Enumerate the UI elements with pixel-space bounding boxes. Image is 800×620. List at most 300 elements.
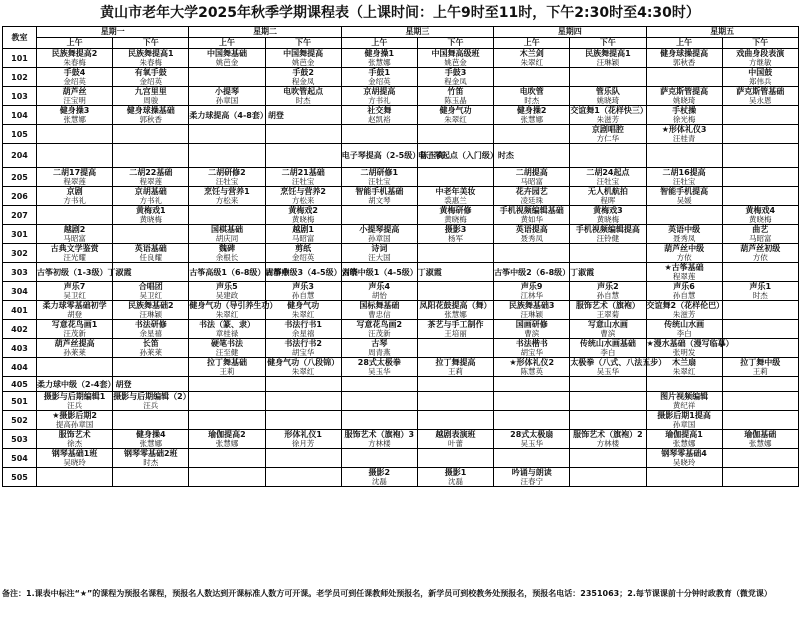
room-number: 404 [3,358,37,377]
course-name: 交谊舞1（花样快三） [570,106,648,115]
course-cell [722,301,798,320]
course-cell [722,206,798,225]
pm-header: 下午 [722,38,798,49]
teacher-name: 曹忠信 [368,310,391,319]
course-cell [722,187,798,206]
course-name: 古筝初级（1-3级）丁淑霞 [37,267,132,277]
course-cell [265,468,341,487]
teacher-name: 郭秋香 [139,115,163,124]
course-name: 写意花鸟画2 [356,320,403,329]
table-row [3,411,799,430]
course-cell [189,106,284,125]
course-cell [417,68,493,87]
course-cell [417,187,493,206]
course-cell [189,282,265,301]
course-name: 书法行书1 [284,320,322,329]
course-cell [265,68,341,87]
course-cell [113,206,189,225]
course-cell [37,430,113,449]
course-name: 声乐4 [368,282,391,291]
am-header: 上午 [37,38,113,49]
course-cell [570,339,646,358]
teacher-name: 汪兵 [143,401,159,410]
pm-header: 下午 [113,38,189,49]
course-cell [646,106,722,125]
course-cell [722,468,798,487]
teacher-name: 方林楼 [596,439,620,448]
course-name: 黄梅戏4 [745,206,776,215]
course-cell [570,411,646,430]
teacher-name: 黄晓梅 [139,215,163,224]
course-name: 钢琴零基础2班 [123,449,178,458]
day-header-thu: 星期四 [494,27,646,38]
course-name: 二胡16提高 [662,168,706,177]
course-cell [417,49,493,68]
teacher-name: 余星禧 [139,329,163,338]
course-name: 电吹管 [519,87,544,96]
course-cell [494,49,570,68]
course-cell [494,411,570,430]
teacher-name: 汪兵 [67,401,83,410]
course-cell [37,168,113,187]
table-row [3,106,799,125]
room-number: 304 [3,282,37,301]
course-cell [341,411,417,430]
teacher-name: 时杰 [524,96,540,105]
course-name: 黄梅戏3 [593,206,623,215]
course-name: 智能手机基础 [355,187,404,196]
course-cell [113,68,189,87]
table-row [3,168,799,187]
course-cell [417,430,493,449]
course-name: 传统山水画 [664,320,705,329]
pm-header: 下午 [265,38,341,49]
course-cell [570,468,646,487]
teacher-name: 吴卫红 [63,291,86,300]
course-name: 黄梅戏2 [288,206,318,215]
course-name: 合唱团 [138,282,163,291]
teacher-name: 徐月芳 [291,439,315,448]
teacher-name: 汪牡宝 [672,177,696,186]
teacher-name: 王翠菊 [596,310,620,319]
teacher-name: 张明发 [672,348,696,357]
course-cell [417,282,493,301]
course-name: 健身气功（导引养生功） [189,301,278,310]
course-cell [113,168,189,187]
course-name: 电吹管起点 [283,87,324,96]
table-row [3,468,799,487]
course-cell [570,144,646,168]
course-cell [494,282,570,301]
teacher-name: 孙莱莱 [63,348,86,357]
course-name: 瑜伽提高1 [665,430,703,439]
course-cell [265,244,341,263]
footer-note: 备注：1.课表中标注“★”的课程为预报名课程，预报名人数达到开课标准人数方可开课。老学员可到任课教师处预报名，新学员可到校教务处预报名，预报名电话：2351063；2.每节课课前十分钟时政教育（微党课） [2,589,772,598]
course-cell [494,320,570,339]
course-name: 长笛 [142,339,159,348]
course-cell [417,244,493,263]
course-name: 传统山水画基础 [579,339,636,348]
table-row [3,125,799,144]
course-cell [494,430,570,449]
room-number: 102 [3,68,37,87]
course-name: 服饰艺术（旗袍）2 [573,430,643,439]
course-name: 瑜伽基础 [744,430,777,439]
course-name: 英语提高 [515,225,548,234]
teacher-name: 赵凯裕 [368,115,391,124]
course-cell [189,358,265,377]
course-cell [265,187,341,206]
course-cell [37,244,113,263]
course-cell [265,263,358,282]
teacher-name: 裘惠兰 [444,196,467,205]
course-name: 越剧1 [292,225,314,234]
course-name: 凤阳花鼓提高（舞） [419,301,492,310]
session-header-row [3,38,799,49]
course-name: 戏曲身段表演 [736,49,785,58]
course-cell [494,449,570,468]
course-name: 魏碑 [218,244,235,253]
course-name: 健身气功（八段锦） [267,358,340,367]
course-cell [189,168,265,187]
teacher-name: 朱翠红 [444,115,467,124]
course-cell [417,377,493,392]
teacher-name: 吴玉华 [596,367,620,376]
teacher-name: 张慧娜 [749,439,772,448]
course-name: 二胡21基础 [281,168,325,177]
course-name: 二胡提高 [515,168,548,177]
course-cell [417,125,493,144]
table-row [3,68,799,87]
course-cell [646,339,734,358]
teacher-name: 曹滨 [600,329,616,338]
course-cell [722,106,798,125]
course-cell [570,187,646,206]
teacher-name: 聂秀凤 [520,234,543,243]
course-cell [189,468,265,487]
teacher-name: 汪牡宝 [368,177,391,186]
table-row [3,87,799,106]
course-name: 中国舞提高 [283,49,324,58]
course-cell [189,244,265,263]
course-cell [570,282,646,301]
course-name: 剪纸 [295,244,312,253]
page-title: 黄山市老年大学2025年秋季学期课程表（上课时间：上午9时至11时，下午2:30时至4:30时） [100,5,700,21]
teacher-name: 王莉 [752,367,768,376]
course-cell [341,282,417,301]
course-cell [570,301,646,320]
course-cell [646,68,722,87]
course-name: 写意花鸟画1 [51,320,98,329]
day-header-tue: 星期二 [189,27,341,38]
room-number: 402 [3,320,37,339]
teacher-name: 汪大国 [368,253,391,262]
course-name: 小提琴提高 [359,225,400,234]
teacher-name: 汪琳颖 [596,58,620,67]
course-name: ★摄影后期2 [52,411,97,420]
course-cell [341,392,417,411]
course-name: 书法楷书 [515,339,548,348]
course-cell [494,358,570,377]
teacher-name: 王莉 [219,367,235,376]
course-name: 健身操1 [364,49,395,58]
course-name: 京胡提高 [363,87,396,96]
room-number: 405 [3,377,37,392]
course-name: 手鼓4 [63,68,86,77]
schedule-table [2,26,799,487]
course-cell [570,125,646,144]
course-cell [341,430,417,449]
course-name: 吟诵与朗读 [511,468,552,477]
course-name: 手鼓1 [368,68,391,77]
course-cell [113,125,189,144]
course-cell [646,301,725,320]
course-cell [265,449,341,468]
course-cell [113,468,189,487]
teacher-name: 程金凤 [444,77,467,86]
course-cell [265,49,341,68]
course-cell [646,282,722,301]
course-cell [37,411,113,430]
teacher-name: 汪茂新 [368,329,391,338]
course-cell [341,49,417,68]
course-name: 竹笛 [447,87,464,96]
course-name: 英语中级 [668,225,701,234]
course-name: 二胡研修2 [208,168,246,177]
course-name: 28式太极扇 [510,430,554,439]
course-cell [341,206,417,225]
teacher-name: 汪春宁 [520,477,543,486]
course-name: 茶艺与手工制作 [427,320,484,329]
teacher-name: 余星禧 [291,329,315,338]
room-number: 505 [3,468,37,487]
teacher-name: 郑伟兵 [749,77,772,86]
course-name: 民族舞基础3 [508,301,555,310]
course-name: 诗词 [371,244,388,253]
course-cell [646,144,722,168]
course-cell [265,339,341,358]
course-name: 拉丁舞中级 [740,358,781,367]
course-cell [37,282,113,301]
course-name: 民族舞提高2 [51,49,98,58]
table-row [3,206,799,225]
course-cell [494,392,570,411]
course-name: 黄梅研修 [439,206,472,215]
course-cell [265,168,341,187]
teacher-name: 方松来 [215,196,239,205]
course-cell [494,187,570,206]
course-cell [722,49,798,68]
course-cell [113,282,189,301]
teacher-name: 江林华 [520,291,543,300]
course-cell [265,392,341,411]
teacher-name: 汪铃健 [596,234,620,243]
course-cell [189,392,265,411]
course-cell [189,339,265,358]
teacher-name: 吴晓玲 [672,458,696,467]
course-name: ★漫水基础（漫写临摹） [646,339,734,348]
course-name: ★古筝基础 [664,263,704,272]
course-name: 服饰艺术（旗袍） [575,301,640,310]
teacher-name: 孙章国 [672,420,696,429]
course-cell [189,377,265,392]
course-cell [113,106,189,125]
course-name: 葫芦丝初级 [740,244,781,253]
teacher-name: 孙自慧 [672,291,696,300]
teacher-name: 曹滨 [524,329,540,338]
course-name: 摄影3 [444,225,467,234]
course-cell [113,244,189,263]
course-cell [341,263,442,282]
course-cell [189,125,265,144]
teacher-name: 程晖 [600,196,616,205]
room-number: 104 [3,106,37,125]
course-cell [417,225,493,244]
course-cell [341,225,417,244]
course-cell [417,168,493,187]
course-cell [570,377,646,392]
course-cell [113,144,189,168]
teacher-name: 孙章国 [368,234,391,243]
course-cell [494,125,570,144]
teacher-name: 胡庆同 [215,234,239,243]
course-name: 健身气功 [439,106,472,115]
course-cell [341,144,445,168]
course-name: 无人机航拍 [587,187,628,196]
teacher-name: 王莉 [448,367,464,376]
am-header: 上午 [646,38,722,49]
teacher-name: 马昭富 [291,234,315,243]
course-cell [417,301,493,320]
course-cell [37,339,113,358]
course-name: 健身球操提高 [660,49,709,58]
course-name: 手鼓2 [292,68,314,77]
course-cell [265,282,341,301]
teacher-name: 姚晓琦 [596,96,620,105]
course-name: 声乐1 [749,282,772,291]
teacher-name: 任良耀 [139,253,163,262]
teacher-name: 胡宝华 [291,348,315,357]
course-cell [646,87,722,106]
teacher-name: 孙自慧 [596,291,620,300]
teacher-name: 周青燕 [368,348,391,357]
course-cell [113,225,189,244]
course-cell [189,49,265,68]
course-cell [494,87,570,106]
teacher-name: 张慧娜 [63,115,86,124]
teacher-name: 张慧娜 [368,58,391,67]
course-cell [494,468,570,487]
teacher-name: 周骏 [143,96,159,105]
teacher-name: 方继敏 [749,58,772,67]
pm-header: 下午 [417,38,493,49]
course-cell [341,168,417,187]
teacher-name: 马昭富 [63,234,86,243]
table-row [3,358,799,377]
course-cell [37,468,113,487]
course-cell [341,125,417,144]
course-name: 花卉园艺 [515,187,548,196]
teacher-name: 沈磊 [371,477,387,486]
course-name: 书法研修 [134,320,167,329]
course-cell [265,411,341,430]
course-name: 健身操2 [516,106,547,115]
course-name: 古筝中级2（6-8级）丁淑霞 [494,267,595,277]
teacher-name: 方依 [676,253,692,262]
teacher-name: 程金凤 [291,77,315,86]
course-name: 声乐9 [520,282,543,291]
course-name: 手机视频编辑提高 [575,225,640,234]
teacher-name: 吴晓玲 [63,458,86,467]
course-cell [265,430,341,449]
teacher-name: 聂秀凤 [672,234,696,243]
course-cell [37,87,113,106]
course-name: 健身球操基础 [126,106,175,115]
course-cell [113,320,189,339]
course-name: 曲艺 [752,225,769,234]
room-number: 403 [3,339,37,358]
teacher-name: 章桂禄 [215,329,239,338]
table-row [3,244,799,263]
course-name: 中国舞高级班 [431,49,480,58]
course-cell [189,87,265,106]
course-cell [417,392,493,411]
course-cell [570,430,646,449]
teacher-name: 黄晓梅 [749,215,772,224]
course-cell [37,206,113,225]
course-name: 摄影后期1提高 [657,411,711,420]
course-cell [417,449,493,468]
course-name: 烹饪与营养2 [280,187,326,196]
course-cell [37,225,113,244]
teacher-name: 张慧娜 [139,439,163,448]
course-cell [417,339,493,358]
course-cell [265,206,341,225]
course-cell [37,187,113,206]
course-cell [265,377,341,392]
course-cell [570,106,646,125]
teacher-name: 朱翠红 [215,310,239,319]
course-name: 葫芦丝 [62,87,87,96]
course-cell [189,411,265,430]
course-cell [113,392,189,411]
teacher-name: 姚芭金 [444,58,467,67]
course-cell [37,106,113,125]
teacher-name: 方仁华 [596,134,620,143]
course-name: 木兰扇 [672,358,697,367]
course-name: 太极拳（八式、八法五步） [570,358,667,367]
course-cell [189,430,265,449]
course-cell [570,87,646,106]
course-name: 声乐7 [63,282,86,291]
course-name: 中国鼓 [748,68,773,77]
table-row [3,339,799,358]
course-name: 二胡17提高 [53,168,97,177]
day-header-wed: 星期三 [341,27,493,38]
day-header-fri: 星期五 [646,27,798,38]
course-cell [494,168,570,187]
course-cell [722,358,798,377]
teacher-name: 吴卫红 [139,291,163,300]
course-cell [189,68,265,87]
course-cell [37,144,113,168]
teacher-name: 胡登 [67,310,83,319]
teacher-name: 朱春梅 [63,58,86,67]
course-cell [113,49,189,68]
course-name: 智能手机提高 [660,187,709,196]
teacher-name: 胡怡 [371,291,387,300]
course-cell [570,449,646,468]
